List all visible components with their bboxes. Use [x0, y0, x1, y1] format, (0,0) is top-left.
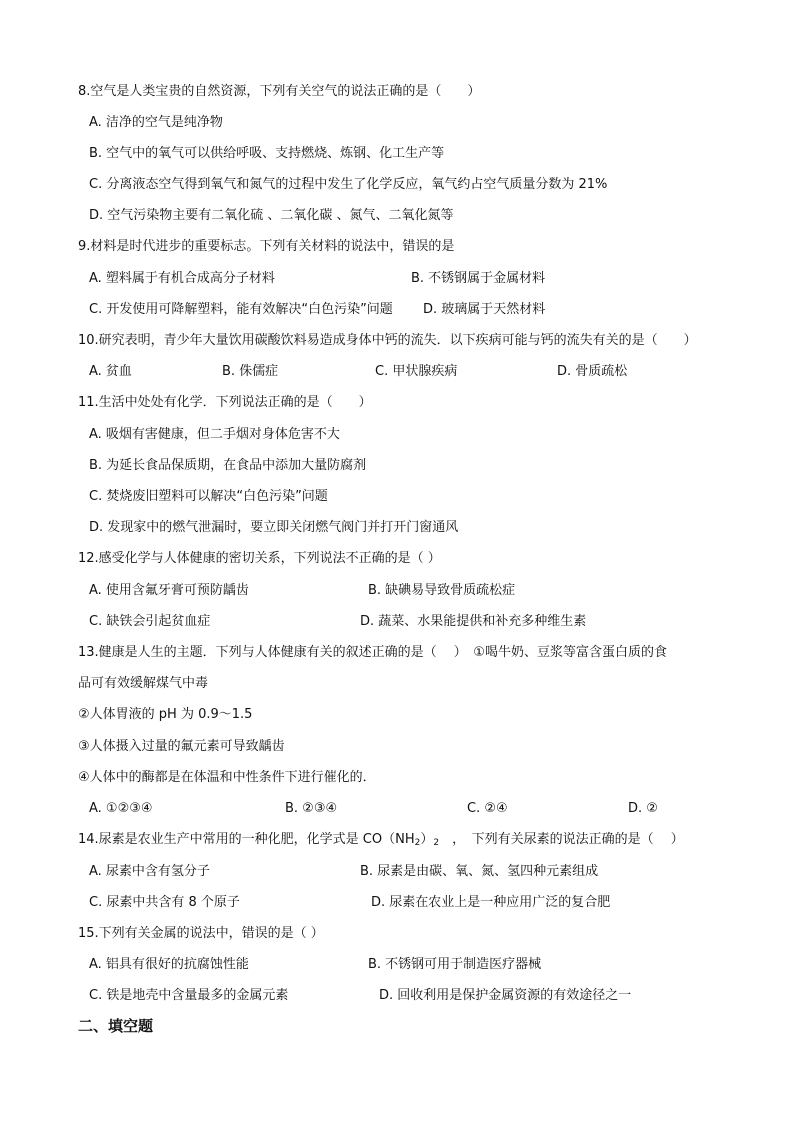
question-10-option-d: D. 骨质疏松	[557, 364, 628, 379]
question-14-subscript-1: 2	[414, 838, 421, 848]
question-8-option-d: D. 空气污染物主要有二氧化硫 、二氧化碳 、氮气、二氧化氮等	[89, 208, 454, 223]
question-13-option-d: D. ②	[628, 801, 658, 816]
question-8-stem: 8.空气是人类宝贵的自然资源，下列有关空气的说法正确的是（ ）	[78, 84, 481, 99]
question-10-option-b: B. 侏儒症	[222, 364, 279, 379]
question-15-stem: 15.下列有关金属的说法中，错误的是（ ）	[78, 926, 324, 941]
question-8-option-a: A. 洁净的空气是纯净物	[89, 115, 223, 130]
question-8-option-c: C. 分离液态空气得到氧气和氮气的过程中发生了化学反应，氧气约占空气质量分数为 21%	[89, 177, 608, 192]
question-13-item-2: ②人体胃液的 pH 为 0.9～1.5	[78, 707, 253, 722]
question-8-option-b: B. 空气中的氧气可以供给呼吸、支持燃烧、炼钢、化工生产等	[89, 146, 445, 161]
question-14-option-c: C. 尿素中共含有 8 个原子	[89, 895, 240, 910]
question-13-item-4: ④人体中的酶都是在体温和中性条件下进行催化的．	[78, 770, 376, 785]
question-11-option-c: C. 焚烧废旧塑料可以解决“白色污染”问题	[89, 489, 328, 504]
question-13-option-c: C. ②④	[467, 801, 508, 816]
question-12-option-a: A. 使用含氟牙膏可预防龋齿	[89, 583, 249, 598]
question-10-stem: 10.研究表明，青少年大量饮用碳酸饮料易造成身体中钙的流失．以下疾病可能与钙的流失有关的是（ ）	[78, 333, 697, 348]
question-14-stem	[78, 832, 684, 848]
question-10-option-c: C. 甲状腺疾病	[375, 364, 458, 379]
question-12-option-b: B. 缺碘易导致骨质疏松症	[368, 583, 516, 598]
question-14-option-b: B. 尿素是由碳、氧、氮、氢四种元素组成	[360, 864, 599, 879]
question-13-item-3: ③人体摄入过量的氟元素可导致龋齿	[78, 739, 285, 754]
question-14-stem-pre: 14.尿素是农业生产中常用的一种化肥，化学式是 CO（NH	[78, 832, 415, 847]
question-11-option-d: D. 发现家中的燃气泄漏时，要立即关闭燃气阀门并打开门窗通风	[89, 520, 459, 535]
question-15-option-c: C. 铁是地壳中含量最多的金属元素	[89, 988, 289, 1003]
question-15-option-b: B. 不锈钢可用于制造医疗器械	[368, 957, 542, 972]
section-heading-fill-in-blank: 二、填空题	[78, 1017, 154, 1035]
question-13-stem-line1: 13.健康是人生的主题．下列与人体健康有关的叙述正确的是（ ） ①喝牛奶、豆浆等富含蛋白质的食	[78, 645, 667, 660]
question-11-option-b: B. 为延长食品保质期，在食品中添加大量防腐剂	[89, 458, 367, 473]
question-15-option-d: D. 回收利用是保护金属资源的有效途径之一	[379, 988, 632, 1003]
question-14-subscript-2: 2	[433, 838, 440, 848]
question-14-option-a: A. 尿素中含有氢分子	[89, 864, 210, 879]
question-13-option-a: A. ①②③④	[89, 801, 153, 816]
question-9-option-b: B. 不锈钢属于金属材料	[411, 271, 546, 286]
question-12-option-c: C. 缺铁会引起贫血症	[89, 614, 211, 629]
question-9-option-a: A. 塑料属于有机合成高分子材料	[89, 271, 275, 286]
question-9-option-d: D. 玻璃属于天然材料	[423, 302, 546, 317]
question-12-option-d: D. 蔬菜、水果能提供和补充多种维生素	[360, 614, 587, 629]
question-10-option-a: A. 贫血	[89, 364, 132, 379]
question-14-option-d: D. 尿素在农业上是一种应用广泛的复合肥	[371, 895, 611, 910]
question-14-stem-post: ）	[420, 832, 434, 847]
question-12-stem: 12.感受化学与人体健康的密切关系，下列说法不正确的是（ ）	[78, 551, 441, 566]
question-14-stem-end: ， 下列有关尿素的说法正确的是（ ）	[439, 832, 684, 847]
question-13-stem-line2: 品可有效缓解煤气中毒	[78, 676, 209, 691]
question-13-option-b: B. ②③④	[285, 801, 338, 816]
question-11-stem: 11.生活中处处有化学．下列说法正确的是（ ）	[78, 395, 372, 410]
question-9-option-c: C. 开发使用可降解塑料，能有效解决“白色污染”问题	[89, 302, 393, 317]
question-9-stem: 9.材料是时代进步的重要标志。下列有关材料的说法中，错误的是	[78, 239, 455, 254]
question-11-option-a: A. 吸烟有害健康，但二手烟对身体危害不大	[89, 427, 340, 442]
question-15-option-a: A. 铝具有很好的抗腐蚀性能	[89, 957, 249, 972]
